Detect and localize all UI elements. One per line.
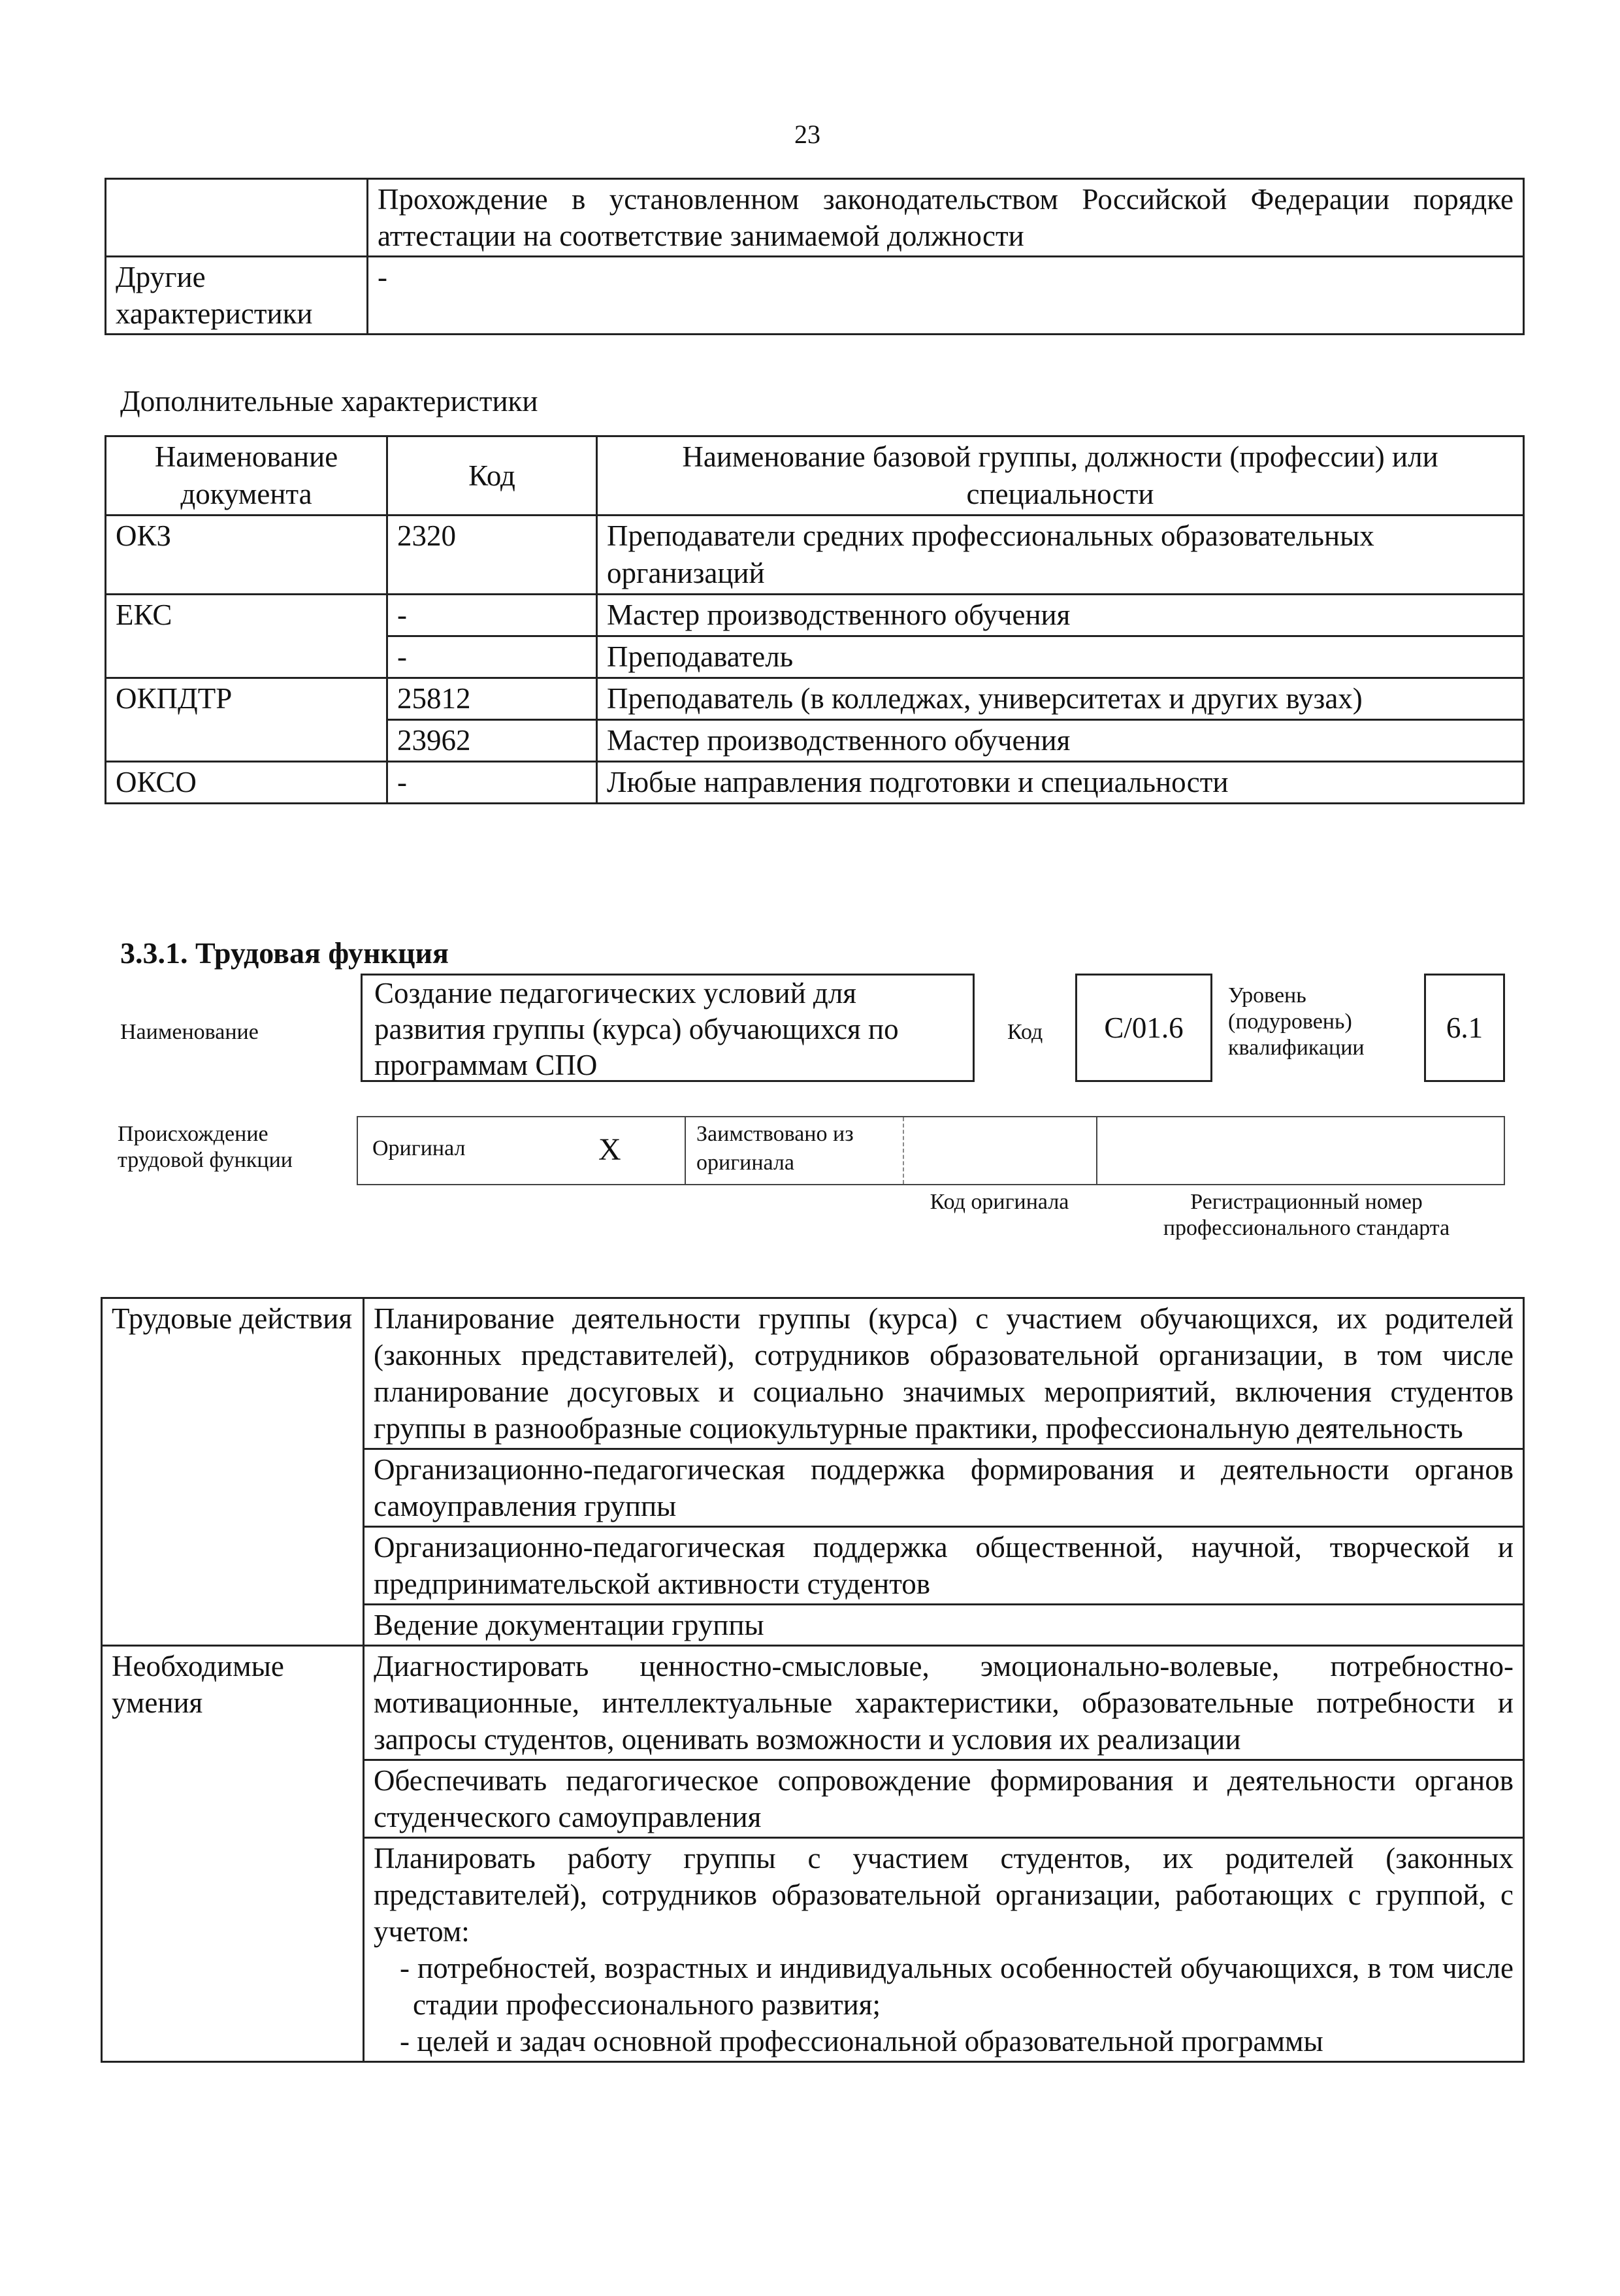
cell-doc: ОКЗ xyxy=(106,516,387,595)
table-row xyxy=(106,762,1524,804)
cell-code: 23962 xyxy=(387,720,597,762)
additional-characteristics-title: Дополнительные характеристики xyxy=(120,385,538,418)
origin-divider xyxy=(903,1117,904,1184)
labor-action: Ведение документации группы xyxy=(364,1605,1524,1646)
origin-divider xyxy=(685,1117,686,1184)
name-label: Наименование xyxy=(120,1020,259,1044)
actions-label: Трудовые действия xyxy=(102,1298,364,1646)
header-document: Наименование документа xyxy=(106,436,387,516)
cell-doc: ЕКС xyxy=(106,595,387,678)
origin-divider xyxy=(1096,1117,1097,1184)
skill-item xyxy=(364,1838,1524,2062)
origin-label: Происхождение трудовой функции xyxy=(118,1122,293,1172)
additional-characteristics-table xyxy=(105,435,1525,804)
qualification-requirements-table xyxy=(105,178,1525,335)
origin-table xyxy=(357,1116,1505,1185)
registration-number-caption: Регистрационный номер профессионального стандарта xyxy=(1163,1190,1450,1240)
plan-intro: Планировать работу группы с участием студентов, их родителей (законных представителей), сотрудников образовательной организации, работающих с группой, с учетом: xyxy=(374,1842,1514,1948)
other-characteristics-value: - xyxy=(368,257,1524,335)
function-details-table xyxy=(101,1297,1525,2063)
table-row xyxy=(106,516,1524,595)
table-row xyxy=(106,678,1524,720)
cell-name: Преподаватель (в колледжах, университетах и других вузах) xyxy=(597,678,1524,720)
original-code-caption: Код оригинала xyxy=(930,1190,1069,1214)
header-code: Код xyxy=(387,436,597,516)
level-value: 6.1 xyxy=(1424,974,1505,1082)
labor-action: Организационно-педагогическая поддержка формирования и деятельности органов самоуправления группы xyxy=(364,1449,1524,1527)
cell-doc: ОКПДТР xyxy=(106,678,387,762)
level-label: Уровень (подуровень) квалификации xyxy=(1228,983,1365,1060)
cell-name: Преподаватель xyxy=(597,636,1524,678)
skills-label: Необходимые умения xyxy=(102,1646,364,2062)
borrowed-label: Заимствовано из оригинала xyxy=(696,1122,854,1175)
function-name: Создание педагогических условий для развития группы (курса) обучающихся по программам СПО xyxy=(361,974,975,1082)
other-characteristics-label: Другие характеристики xyxy=(106,257,368,335)
cell-code: 25812 xyxy=(387,678,597,720)
section-title: 3.3.1. Трудовая функция xyxy=(120,936,449,970)
cell-code: - xyxy=(387,636,597,678)
cell-name: Мастер производственного обучения xyxy=(597,720,1524,762)
certification-requirement: Прохождение в установленном законодательством Российской Федерации порядке аттестации на соответствие занимаемой должности xyxy=(368,179,1524,257)
skill-item: Обеспечивать педагогическое сопровождение формирования и деятельности органов студенческого самоуправления xyxy=(364,1760,1524,1838)
header-name: Наименование базовой группы, должности (профессии) или специальности xyxy=(597,436,1524,516)
page-number: 23 xyxy=(794,120,820,149)
plan-bullet: - целей и задач основной профессиональной образовательной программы xyxy=(400,2025,1323,2058)
skill-item: Диагностировать ценностно-смысловые, эмоционально-волевые, потребностно-мотивационные, интеллектуальные характеристики, образовательные потребности и запросы студентов, оценивать возможности и условия их реализации xyxy=(364,1646,1524,1760)
cell-doc: ОКСО xyxy=(106,762,387,804)
cell-code: - xyxy=(387,595,597,636)
labor-action: Организационно-педагогическая поддержка общественной, научной, творческой и предпринимательской активности студентов xyxy=(364,1527,1524,1605)
code-label: Код xyxy=(1007,1020,1043,1044)
original-label: Оригинал xyxy=(372,1136,466,1160)
cell-code: - xyxy=(387,762,597,804)
cell-code: 2320 xyxy=(387,516,597,595)
table-row xyxy=(106,595,1524,636)
labor-action: Планирование деятельности группы (курса) с участием обучающихся, их родителей (законных представителей), сотрудников образовательной организации, в том числе планирование досуговых и социально значимых мероприятий, включения студентов группы в разнообразные социокультурные практики, профессиональную деятельность xyxy=(364,1298,1524,1449)
original-mark: Х xyxy=(598,1132,621,1167)
cell-name: Преподаватели средних профессиональных образовательных организаций xyxy=(597,516,1524,595)
function-code: С/01.6 xyxy=(1075,974,1212,1082)
plan-bullet: - потребностей, возрастных и индивидуальных особенностей обучающихся, в том числе стадии профессионального развития; xyxy=(400,1952,1514,2021)
cell-name: Любые направления подготовки и специальности xyxy=(597,762,1524,804)
cell-name: Мастер производственного обучения xyxy=(597,595,1524,636)
